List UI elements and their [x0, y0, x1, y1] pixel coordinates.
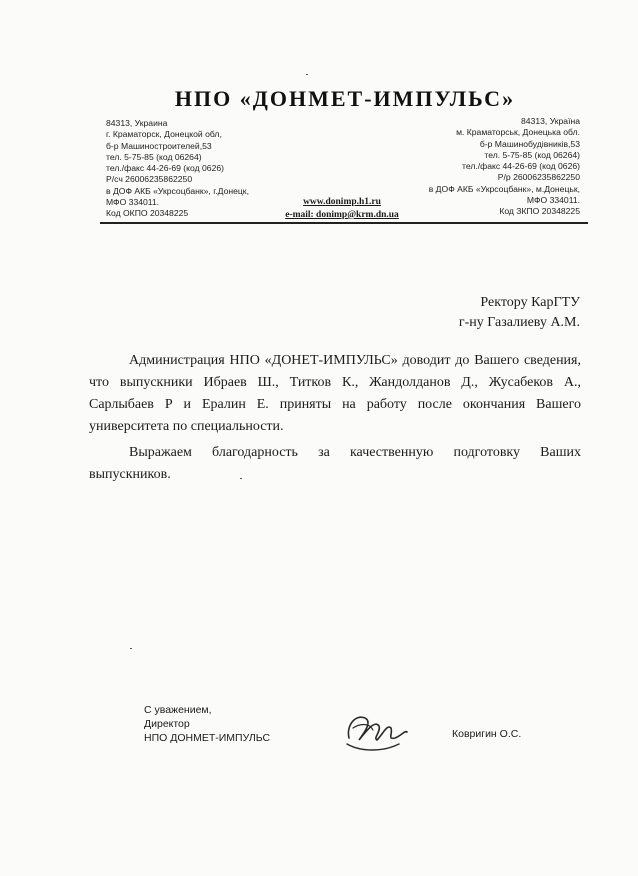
closing-line: НПО ДОНМЕТ-ИМПУЛЬС — [144, 732, 271, 744]
recipient-block — [459, 293, 580, 333]
letterhead-title: НПО «ДОНМЕТ-ИМПУЛЬС» — [174, 86, 516, 111]
letter-body — [89, 350, 581, 490]
address-line: б-р Машинобудівників,53 — [479, 138, 580, 149]
website-link[interactable]: www.donimp.h1.ru — [303, 197, 381, 207]
scan-speck — [240, 478, 242, 479]
closing-line: Директор — [144, 718, 190, 730]
address-line: МФО 334011. — [526, 195, 580, 206]
address-line: Код ОКПО 20348225 — [106, 208, 189, 219]
signer-name: Ковригин О.С. — [452, 728, 522, 740]
recipient-line: г-ну Газалиеву А.М. — [458, 315, 580, 330]
address-line: Р/р 26006235862250 — [497, 172, 580, 183]
letterhead-contacts — [262, 196, 422, 222]
letterhead-address-ukrainian — [429, 116, 580, 218]
letterhead-divider — [100, 222, 588, 224]
address-line: тел./факс 44-26-69 (код 0626) — [106, 163, 224, 174]
address-line: Код ЗКПО 20348225 — [499, 206, 580, 217]
letterhead-address-russian — [106, 118, 249, 220]
body-paragraph: Выражаем благодарность за качественную подготовку Ваших выпускников. — [89, 445, 581, 482]
address-line: тел. 5-75-85 (код 06264) — [106, 151, 202, 162]
address-line: тел. 5-75-85 (код 06264) — [484, 149, 580, 160]
scan-speck — [130, 648, 132, 649]
body-paragraph: Администрация НПО «ДОНЕТ-ИМПУЛЬС» доводит до Вашего сведения, что выпускники Ибраев Ш., Титков К., Жандолданов Д., Жусабеков А., Сарлыбаев Р и Ералин Е. приняты на работу после окончания Вашего университета по специальности. — [89, 353, 581, 434]
closing-block — [144, 703, 270, 745]
address-line: 84313, Украина — [106, 118, 168, 128]
address-line: 84313, Україна — [521, 116, 580, 126]
handwritten-signature — [343, 708, 409, 754]
closing-line: С уважением, — [144, 704, 212, 716]
address-line: г. Краматорск, Донецкой обл, — [106, 129, 222, 140]
address-line: б-р Машиностроителей,53 — [106, 140, 212, 151]
address-line: тел./факс 44-26-69 (код 0626) — [462, 161, 580, 172]
address-line: в ДОФ АКБ «Укрсоцбанк», м.Донецьк, — [428, 183, 580, 194]
address-line: м. Краматорськ, Донецька обл. — [456, 127, 580, 138]
email-link[interactable]: e-mail: donimp@krm.dn.ua — [285, 210, 399, 220]
address-line: в ДОФ АКБ «Укрсоцбанк», г.Донецк, — [106, 185, 249, 196]
scan-speck — [306, 74, 308, 75]
address-line: Р/сч 26006235862250 — [106, 174, 193, 185]
recipient-line: Ректору КарГТУ — [480, 295, 580, 310]
address-line: МФО 334011. — [106, 197, 160, 208]
